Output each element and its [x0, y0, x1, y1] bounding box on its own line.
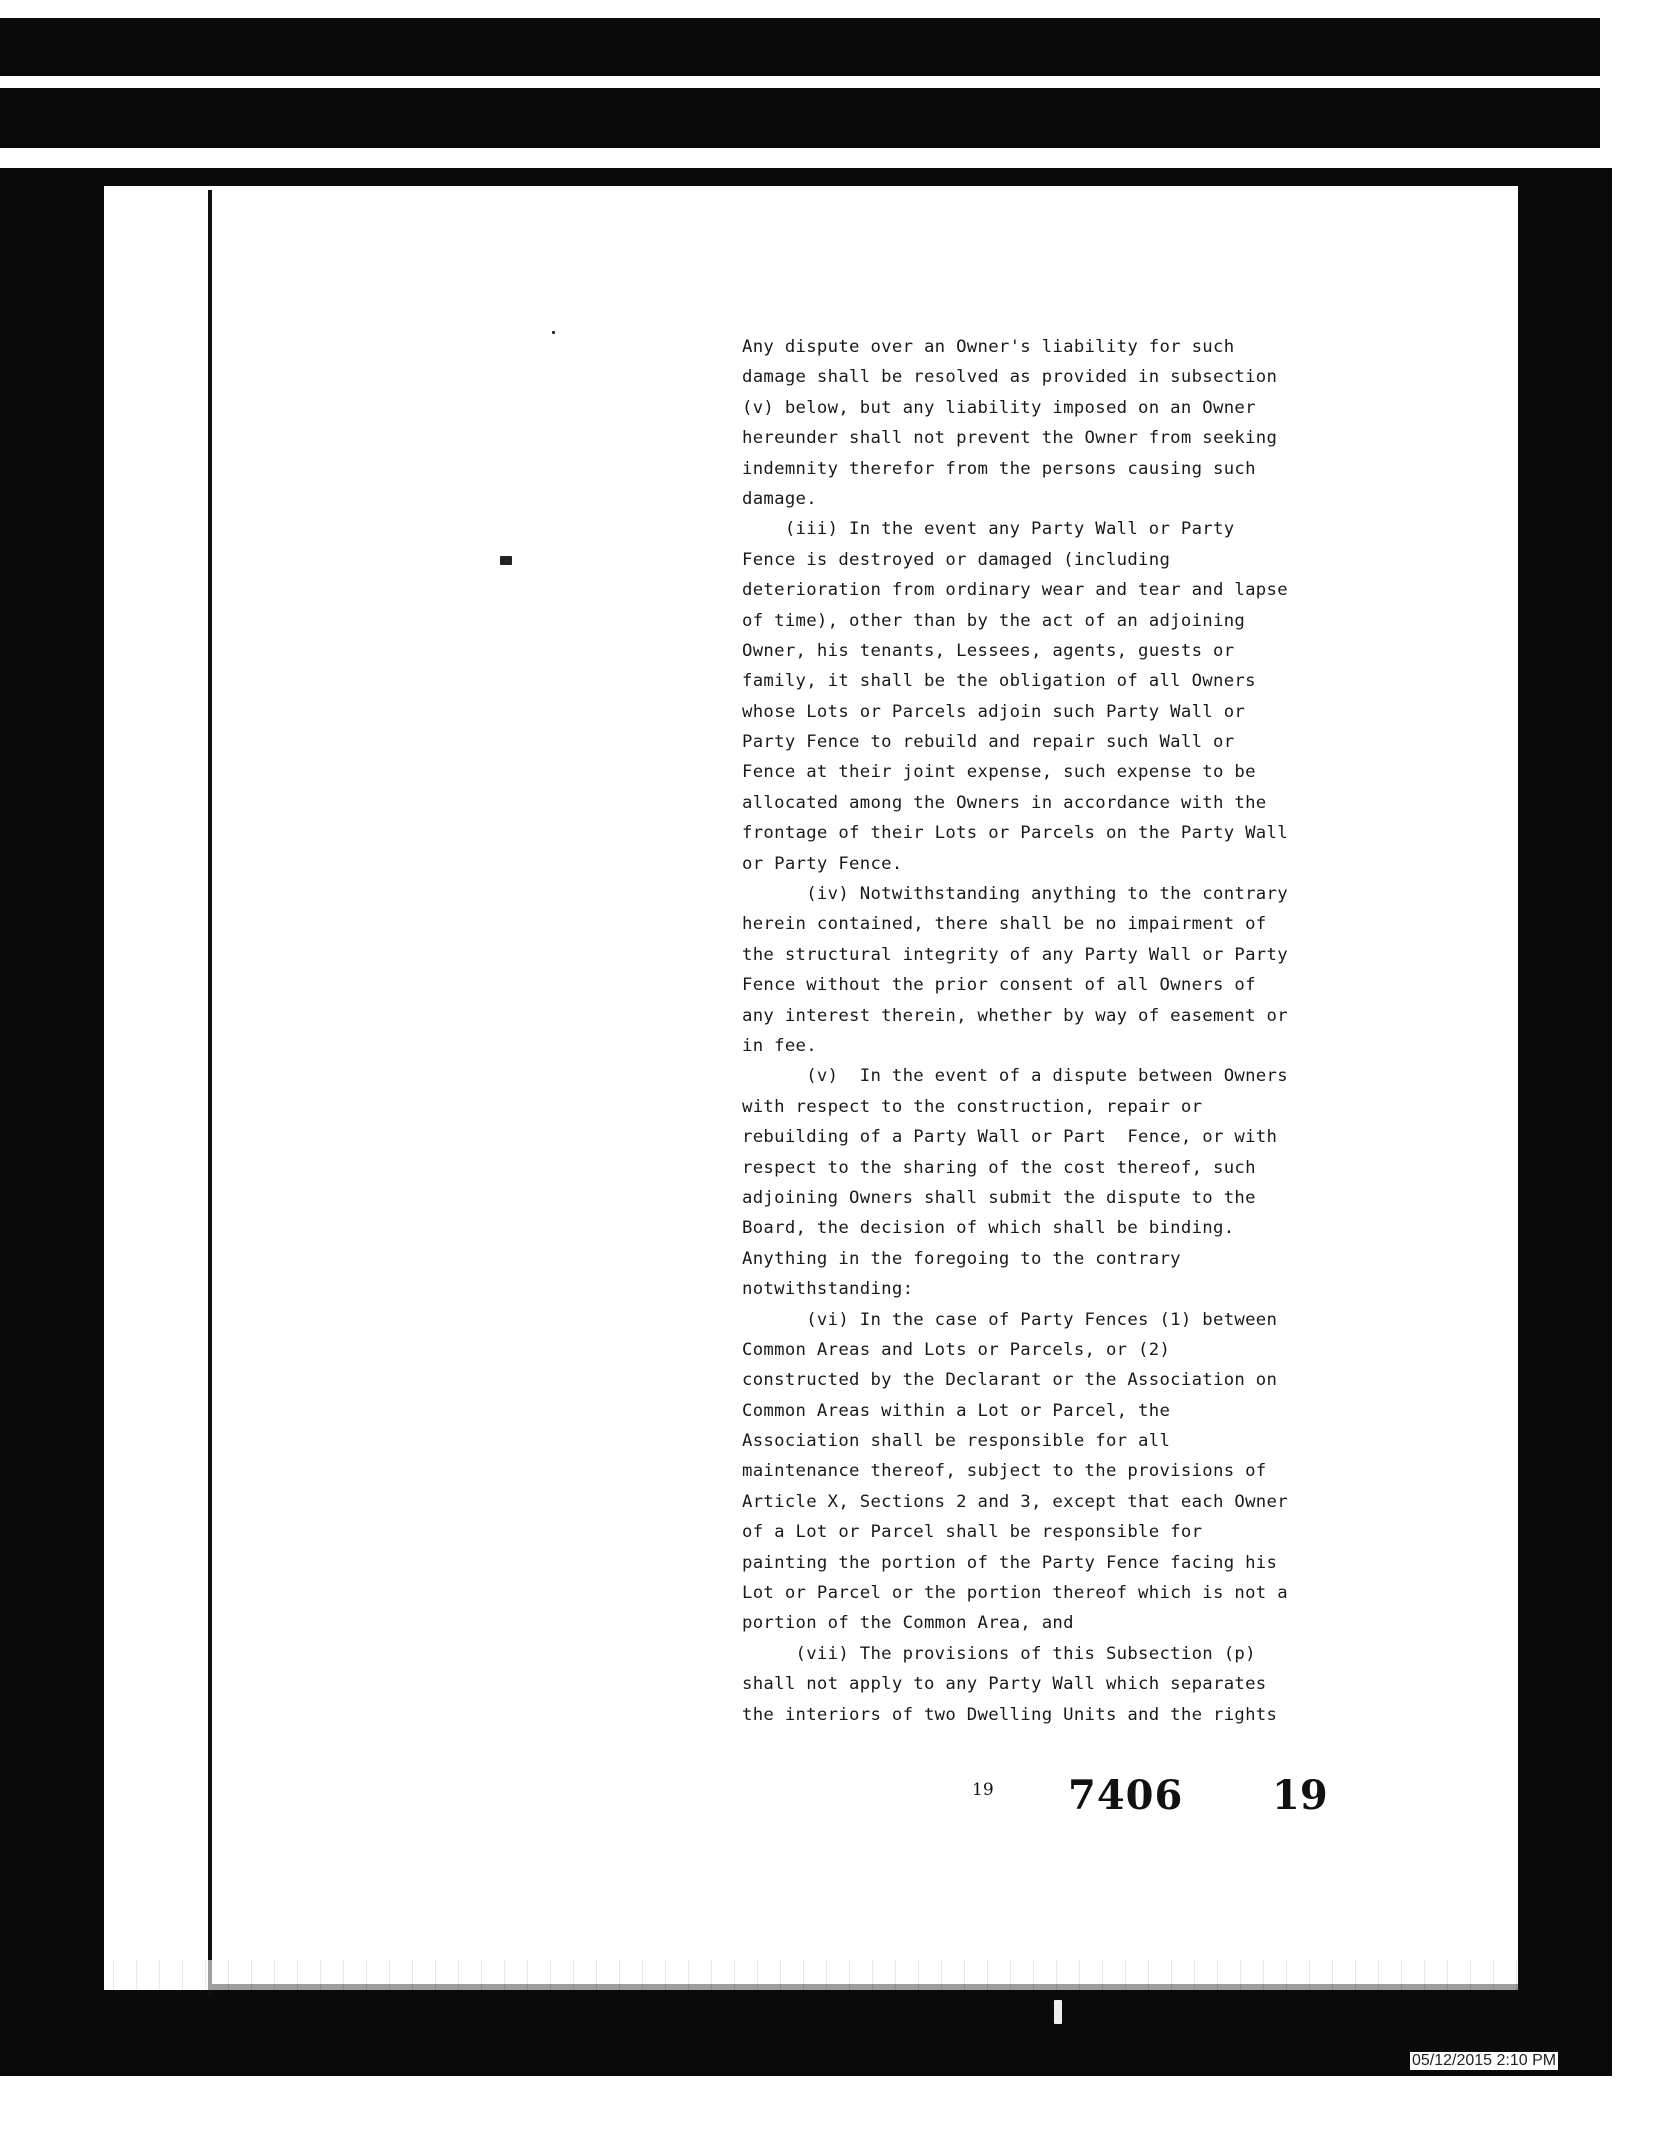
- text-line: of a Lot or Parcel shall be responsible for: [742, 1522, 1203, 1543]
- text-line: (v) below, but any liability imposed on an Owner: [742, 397, 1256, 418]
- text-line: (iii) In the event any Party Wall or Party: [742, 519, 1235, 540]
- text-line: hereunder shall not prevent the Owner from seeking: [742, 428, 1278, 449]
- text-line: respect to the sharing of the cost thereof, such: [742, 1157, 1256, 1178]
- text-line: deterioration from ordinary wear and tear and lapse: [742, 580, 1288, 601]
- text-line: Party Fence to rebuild and repair such Wall or: [742, 732, 1235, 753]
- text-line: shall not apply to any Party Wall which separates: [742, 1674, 1267, 1695]
- text-line: notwithstanding:: [742, 1279, 914, 1300]
- text-line: any interest therein, whether by way of easement or: [742, 1005, 1288, 1026]
- text-line: Common Areas and Lots or Parcels, or (2): [742, 1339, 1171, 1360]
- text-line: the structural integrity of any Party Wall or Party: [742, 944, 1288, 965]
- text-line: Fence is destroyed or damaged (including: [742, 549, 1171, 570]
- text-line: rebuilding of a Party Wall or Part Fence, or with: [742, 1127, 1278, 1148]
- scan-speck: [552, 331, 555, 334]
- text-line: portion of the Common Area, and: [742, 1613, 1074, 1634]
- text-line: with respect to the construction, repair or: [742, 1096, 1203, 1117]
- scan-border-top-lower: [0, 88, 1600, 148]
- text-line: Owner, his tenants, Lessees, agents, guests or: [742, 640, 1235, 661]
- text-line: allocated among the Owners in accordance with the: [742, 792, 1267, 813]
- text-line: whose Lots or Parcels adjoin such Party Wall or: [742, 701, 1246, 722]
- text-line: Any dispute over an Owner's liability for such: [742, 337, 1235, 357]
- text-line: Board, the decision of which shall be binding.: [742, 1218, 1235, 1239]
- text-line: frontage of their Lots or Parcels on the Party Wall: [742, 823, 1288, 844]
- text-line: Fence at their joint expense, such expense to be: [742, 762, 1256, 783]
- text-line: in fee.: [742, 1035, 817, 1056]
- text-line: (v) In the event of a dispute between Owners: [742, 1066, 1288, 1087]
- document-body: [742, 332, 1392, 1730]
- text-line: Association shall be responsible for all: [742, 1431, 1171, 1452]
- text-line: or Party Fence.: [742, 853, 903, 874]
- margin-rule: [208, 190, 212, 1996]
- left-margin: [104, 190, 208, 1990]
- text-line: (vi) In the case of Party Fences (1) between: [742, 1309, 1278, 1330]
- text-line: indemnity therefor from the persons causing such: [742, 458, 1256, 479]
- text-line: Anything in the foregoing to the contrary: [742, 1248, 1181, 1269]
- text-line: herein contained, there shall be no impairment of: [742, 914, 1267, 935]
- text-line: maintenance thereof, subject to the provisions of: [742, 1461, 1267, 1482]
- scan-noise: [104, 1960, 1518, 1990]
- text-line: family, it shall be the obligation of all Owners: [742, 671, 1256, 692]
- footer-page-number: 19: [1272, 1772, 1328, 1819]
- scan-speck: [500, 556, 512, 565]
- text-line: adjoining Owners shall submit the dispute to the: [742, 1187, 1256, 1208]
- footer-book-number: 7406: [1068, 1772, 1184, 1819]
- text-line: (vii) The provisions of this Subsection (p): [742, 1643, 1256, 1664]
- scan-speck: [1054, 2000, 1062, 2024]
- text-line: Common Areas within a Lot or Parcel, the: [742, 1400, 1171, 1421]
- footer-small-number: 19: [972, 1780, 994, 1800]
- text-line: (iv) Notwithstanding anything to the contrary: [742, 884, 1288, 905]
- scan-timestamp: 05/12/2015 2:10 PM: [1412, 2052, 1557, 2069]
- scan-border-top: [0, 18, 1600, 76]
- text-line: Fence without the prior consent of all Owners of: [742, 975, 1256, 996]
- text-line: of time), other than by the act of an adjoining: [742, 610, 1246, 631]
- text-line: painting the portion of the Party Fence facing his: [742, 1552, 1278, 1573]
- text-line: damage shall be resolved as provided in subsection: [742, 367, 1278, 388]
- text-line: Lot or Parcel or the portion thereof which is not a: [742, 1583, 1288, 1604]
- text-line: constructed by the Declarant or the Association on: [742, 1370, 1278, 1391]
- text-line: damage.: [742, 488, 817, 509]
- text-line: the interiors of two Dwelling Units and the rights: [742, 1704, 1278, 1725]
- text-line: Article X, Sections 2 and 3, except that each Owner: [742, 1491, 1288, 1512]
